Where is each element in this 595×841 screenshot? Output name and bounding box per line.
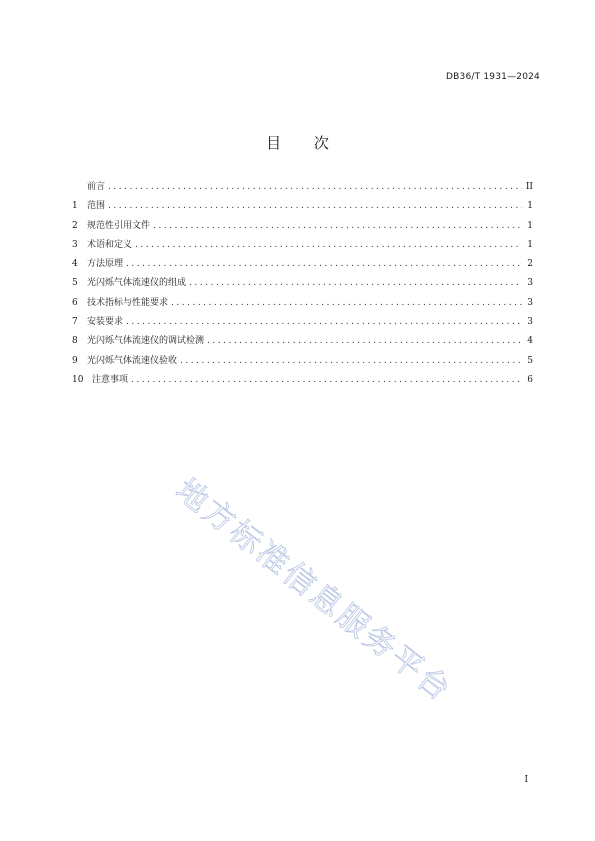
toc-dot-leader [126,259,522,269]
toc-entry-label: 技术指标与性能要求 [87,297,169,308]
toc-dot-leader [126,317,522,327]
toc-entry-page: 3 [527,297,533,308]
toc-entry-page: II [525,182,533,192]
toc-entry-label: 范围 [87,201,106,212]
toc-dot-leader [108,182,522,192]
toc-entry-page: 4 [527,336,533,347]
toc-entry-number: 9 [72,355,78,366]
toc-entry-label: 注意事项 [92,374,129,385]
toc-entry-number: 3 [72,239,78,250]
toc-entry-8[interactable] [72,333,533,352]
toc-dot-leader [207,336,522,346]
toc-entry-9[interactable] [72,353,533,372]
toc-entry-number: 5 [72,278,78,289]
toc-dot-leader [135,240,522,250]
page-number: I [524,775,528,785]
toc-dot-leader [180,356,522,366]
toc-entry-5[interactable] [72,275,533,294]
table-of-contents [72,179,533,391]
toc-entry-page: 3 [527,278,533,289]
watermark: 地方标准信息服务平台 [168,471,459,710]
toc-entry-number: 2 [72,220,78,231]
toc-entry-page: 3 [527,317,533,328]
toc-entry-1[interactable] [72,198,533,217]
toc-entry-foreword[interactable] [72,179,533,198]
toc-entry-label: 光闪烁气体流速仪的调试检测 [87,336,205,347]
toc-entry-number: 1 [72,201,78,212]
toc-entry-page: 6 [527,374,533,385]
toc-entry-number: 8 [72,336,78,347]
toc-title: 目 次 [266,134,343,152]
toc-entry-3[interactable] [72,237,533,256]
toc-entry-label: 光闪烁气体流速仪的组成 [87,278,187,289]
toc-dot-leader [153,221,522,231]
toc-entry-number: 7 [72,317,78,328]
toc-entry-page: 2 [527,259,533,270]
toc-entry-label: 术语和定义 [87,239,133,250]
toc-entry-label: 方法原理 [87,259,124,270]
toc-entry-page: 1 [527,220,533,231]
toc-entry-7[interactable] [72,314,533,333]
toc-dot-leader [171,298,522,308]
toc-entry-label: 规范性引用文件 [87,220,151,231]
toc-entry-number: 4 [72,259,78,270]
toc-dot-leader [131,375,522,385]
toc-entry-10[interactable] [72,372,533,391]
toc-entry-4[interactable] [72,256,533,275]
toc-entry-2[interactable] [72,218,533,237]
toc-entry-number: 10 [72,374,84,385]
toc-entry-page: 1 [527,239,533,250]
toc-entry-number: 6 [72,297,78,308]
document-code: DB36/T 1931—2024 [446,72,540,82]
toc-dot-leader [108,201,522,211]
toc-entry-label: 前言 [87,182,106,192]
toc-entry-page: 5 [527,355,533,366]
toc-dot-leader [189,278,522,288]
toc-entry-page: 1 [527,201,533,212]
toc-entry-label: 安装要求 [87,317,124,328]
toc-entry-label: 光闪烁气体流速仪验收 [87,355,178,366]
toc-entry-6[interactable] [72,295,533,314]
